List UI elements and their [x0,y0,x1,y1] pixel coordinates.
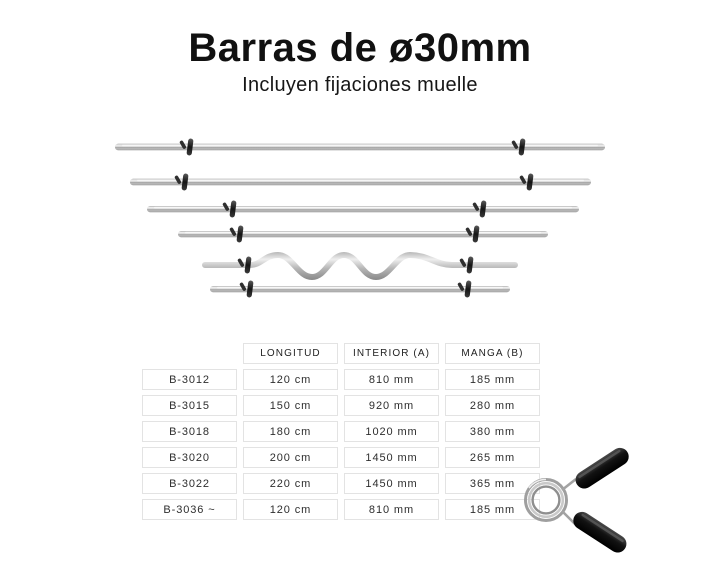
table-cell-model: B-3018 [142,421,237,442]
table-cell-longitud: 120 cm [243,369,338,390]
spring-collar-photo [505,438,675,580]
table-cell-interior: 810 mm [344,499,439,520]
straight-bar-6 [210,280,510,298]
table-cell-interior: 1450 mm [344,447,439,468]
page-title: Barras de ø30mm [188,26,532,70]
collar-handle-lower [570,509,630,556]
table-cell-model: B-3022 [142,473,237,494]
table-header-empty [142,343,237,364]
table-cell-longitud: 180 cm [243,421,338,442]
table-cell-longitud: 150 cm [243,395,338,416]
table-cell-model: B-3012 [142,369,237,390]
table-cell-longitud: 220 cm [243,473,338,494]
table-cell-interior: 920 mm [344,395,439,416]
bars-illustration [0,128,720,308]
col-header-manga: MANGA (B) [445,343,540,364]
table-cell-manga: 265 mm [445,447,540,468]
table-cell-longitud: 120 cm [243,499,338,520]
table-cell-manga: 365 mm [445,473,540,494]
straight-bar-4 [178,225,548,243]
table-cell-interior: 810 mm [344,369,439,390]
table-cell-manga: 185 mm [445,499,540,520]
col-header-longitud: LONGITUD [243,343,338,364]
straight-bar-1 [115,138,605,156]
table-cell-model: B-3015 [142,395,237,416]
col-header-interior: INTERIOR (A) [344,343,439,364]
table-cell-longitud: 200 cm [243,447,338,468]
table-cell-interior: 1020 mm [344,421,439,442]
page-subtitle: Incluyen fijaciones muelle [242,74,478,96]
table-cell-model: B-3036 ~ [142,499,237,520]
ez-curl-bar [205,255,515,277]
table-cell-manga: 380 mm [445,421,540,442]
collar-handle-upper [572,445,632,492]
table-cell-interior: 1450 mm [344,473,439,494]
table-cell-manga: 280 mm [445,395,540,416]
spring-coil-ring [526,479,577,524]
straight-bar-3 [147,200,579,218]
spec-table [142,343,540,520]
table-cell-model: B-3020 [142,447,237,468]
table-cell-manga: 185 mm [445,369,540,390]
straight-bar-2 [130,173,591,191]
